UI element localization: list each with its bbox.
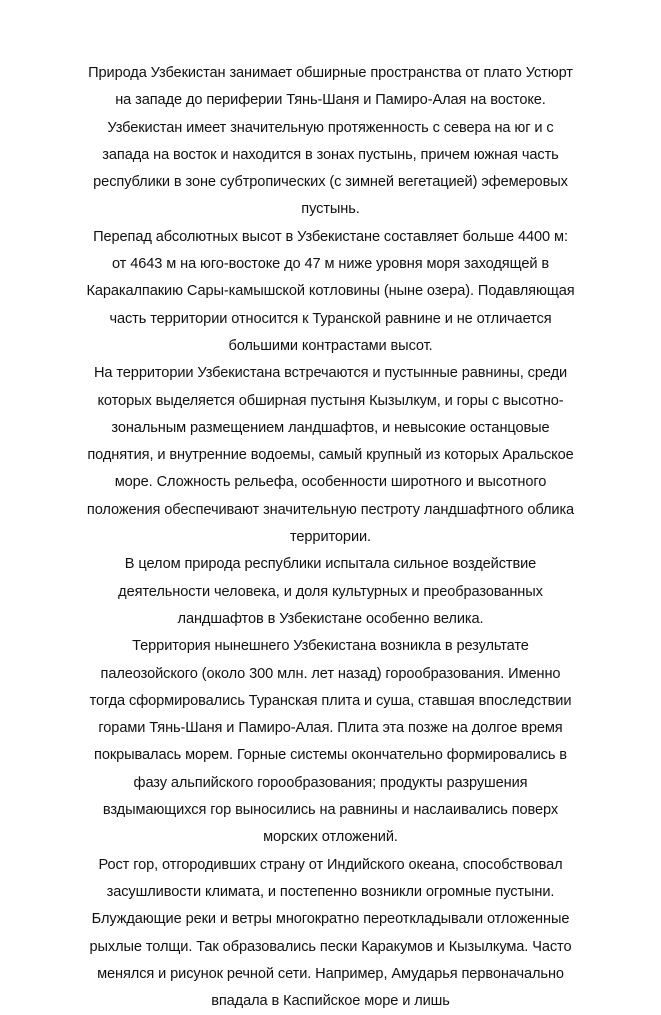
paragraph-geologic-history: Территория нынешнего Узбекистана возникла в результате палеозойского (около 300 млн. лет назад) горообразования. Именно тогда сформировались Туранская плита и суша, ставшая впоследствии горами Тянь-Шаня и Памиро-Алая. Плита эта позже на долгое время покрывалась морем. Горные системы окончательно формировались в фазу альпийского горообразования; продукты разрушения вздымающихся гор выносились на равнины и наслаивались поверх морских отложений. <box>89 638 572 846</box>
document-page <box>84 60 577 1015</box>
paragraph-deserts-formation: Рост гор, отгородивших страну от Индийского океана, способствовал засушливости климата, и постепенно возникли огромные пустыни. Блуждающие реки и ветры многократно переоткладывали отложенные рыхлые толщи. Так образовались пески Каракумов и Кызылкума. Часто менялся и рисунок речной сети. Например, Амударья первоначально впадала в Каспийское море и лишь <box>89 856 572 1010</box>
paragraph-human-impact: В целом природа республики испытала сильное воздействие деятельности человека, и доля культурных и преобразованных ландшафтов в Узбекистане особенно велика. <box>118 556 543 627</box>
paragraph-altitude-range: Перепад абсолютных высот в Узбекистане составляет больше 4400 м: от 4643 м на юго-востоке до 47 м ниже уровня моря заходящей в Каракалпакию Сары-камышской котловины (ныне озера). Подавляющая часть территории относится к Туранской равнине и не отличается большими контрастами высот. <box>86 228 575 354</box>
paragraph-relief: На территории Узбекистана встречаются и пустынные равнины, среди которых выделяется обширная пустыня Кызылкум, и горы с высотно-зональным размещением ландшафтов, и невысокие останцовые поднятия, и внутренние водоемы, самый крупный из которых Аральское море. Сложность рельефа, особенности широтного и высотного положения обеспечивают значительную пестроту ландшафтного облика территории. <box>86 365 575 546</box>
paragraph-nature-overview: Природа Узбекистан занимает обширные пространства от плато Устюрт на западе до периферии Тянь-Шаня и Памиро-Алая на востоке. Узбекистан имеет значительную протяженность с севера на юг и с запада на восток и находится в зонах пустынь, причем южная часть республики в зоне субтропических (с зимней вегетацией) эфемеровых пустынь. <box>88 65 573 218</box>
